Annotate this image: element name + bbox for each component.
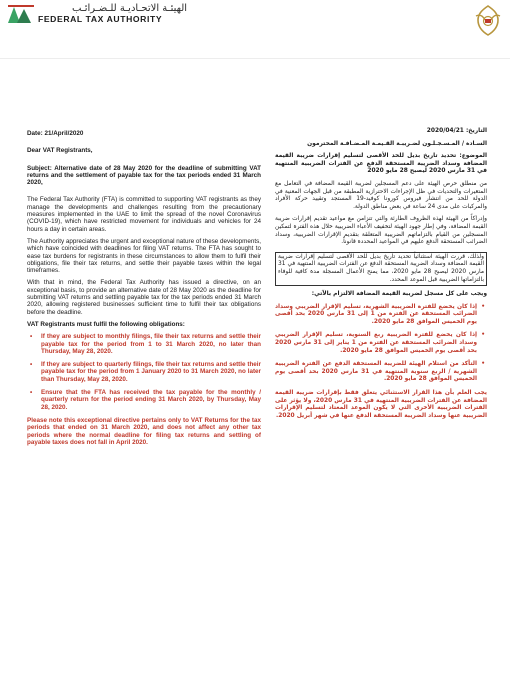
note-paragraph: Please note this exceptional directive pertains only to VAT Returns for the tax periods that ended on 31 March 2020, and does not affect any other tax periods where the normal deadline for filing tax returns and settling of payable taxes does not fall in April 2020. — [27, 416, 261, 446]
paragraph-appreciation-arabic: وإدراكاً من الهيئة لهذه الظروف الطارئة والتي تتزامن مع مواعيد تقديم إقرارات ضريبة القيمة المضافة، وفي إطار جهود الهيئة لتخفيف الأعباء الضريبية خلال هذه الفترة لتمكين المسجلين من القيام بالتزاماتهم الضريبية المتعلقة بتقديم الإقرارات الضريبية، وسداد الضرائب المستحقة الدفع عليهم في المواعيد المحددة قانوناً. — [275, 216, 487, 246]
letter-date: Date: 21/April/2020 — [27, 130, 84, 137]
paragraph-commitment: The Federal Tax Authority (FTA) is committed to supporting VAT registrants as they manage the developments and challenges resulting from the precautionary measures implemented in the UAE to limit the spread of the novel Coronavirus (COVID-19), which have restricted movement for individuals and vehicles for 24 hours a day in certain areas. — [27, 196, 261, 233]
obligations-heading-arabic: ويجب على كل مسجل لضريبة القيمة المضافة الالتزام بالآتي: — [311, 291, 487, 298]
letter-date-arabic: التاريخ: 2020/04/21 — [426, 128, 487, 134]
english-column — [27, 130, 261, 451]
paragraph-directive-arabic: ولذلك، قررت الهيئة استثنائياً تحديد تاريخ بديل للحد الأقصى لتسليم إقرارات ضريبة القيمة المضافة وسداد الضريبة المستحقة الدفع عن الفترات الضريبية المنتهية في 31 مارس 2020 ليصبح 28 مايو 2020، مما يمنح الأعمال المسجلة مدة كافية للوفاء بالتزاماتها الضريبية قبل الموعد المحدد. — [275, 252, 487, 286]
obligations-heading: VAT Registrants must fulfil the following obligations: — [27, 320, 185, 328]
subject-line-arabic: الموضوع: تحديد تاريخ بديل للحد الأقصى لتسليم إقرارات ضريبة القيمة المضافة وسداد الضريبة المستحقة الدفع عن الفترات الضريبية المنتهية في 31 مارس 2020 ليصبح 28 مايو 2020 — [275, 153, 487, 175]
uae-emblem-icon — [474, 4, 502, 38]
note-paragraph-arabic: يجب العلم بأن هذا القرار الاستثنائي يتعلق فقط بإقرارات ضريبة القيمة المضافة عن الفترات الضريبية المنتهية في 31 مارس 2020، ولا يؤثر على الفترات الضريبية الأخرى التي لا يكون الموعد المعتاد لتسليم الإقرارات الضريبية عنها وسداد الضريبة المستحقة الدفع عنها في شهر أبريل 2020. — [275, 390, 488, 419]
brand-name-english: FEDERAL TAX AUTHORITY — [38, 14, 163, 24]
paragraph-appreciation: The Authority appreciates the urgent and exceptional nature of these developments, which have coincided with deadlines for filing VAT returns. The FTA has sought to ease tax burdens for registrants in these circumstances to allow them to fulfil their obligations, file their tax returns, and settle their payable taxes within the legal timeframes. — [27, 237, 261, 275]
letterhead — [0, 0, 510, 58]
obligations-list — [27, 333, 261, 411]
arabic-column — [275, 128, 487, 425]
subject-line: Subject: Alternative date of 28 May 2020 for the deadline of submitting VAT returns and the settlement of payable tax for the tax periods ended 31 March 2020, — [27, 164, 261, 187]
brand-name-arabic: الهيئـة الاتحـاديـة للـضـرائـب — [72, 3, 188, 14]
paragraph-directive: With that in mind, the Federal Tax Authority has issued a directive, on an exceptional basis, to provide an alternative date of 28 May 2020 as the deadline for submitting VAT returns and settling payable tax for the tax periods ended 31 March 2020, allowing registered businesses sufficient time to fulfil their tax obligations before the deadline. — [27, 279, 261, 316]
obligation-quarterly-arabic: • إذا كان يخضع للفترة الضريبية ربع السنوية، تسليم الإقرار الضريبي وسداد الضرائب المستحقة عن الفترة من 1 يناير إلى 31 مارس 2020 بحد أقصى يوم الخميس الموافق 28 مايو 2020. — [275, 332, 487, 355]
obligations-list-arabic — [275, 304, 487, 384]
salutation: Dear VAT Registrants, — [27, 147, 93, 155]
header-divider — [0, 58, 510, 59]
obligation-monthly-arabic: • إذا كان يخضع للفترة الضريبية الشهرية، تسليم الإقرار الضريبي وسداد الضرائب المستحقة عن الفترة من 1 إلى 31 مارس 2020 بحد أقصى يوم الخميس الموافق 28 مايو 2020. — [275, 304, 487, 327]
obligation-monthly: • If they are subject to monthly filings, file their tax returns and settle their payable tax for the period from 1 to 31 March 2020, no later than Thursday, May 28, 2020. — [27, 333, 261, 355]
salutation-arabic: السـادة / المـسـجـلـون لضـريبـة القـيمـة المـضـافـة المحترمون — [307, 140, 487, 147]
paragraph-commitment-arabic: من منطلق حرص الهيئة على دعم المسجلين لضريبة القيمة المضافة في التعامل مع المتغيرات والتحديات في ظل الإجراءات الاحترازية المطبقة من قبل الجهات المعنية في الدولة للحد من انتشار فيروس كورونا كوفيد-19 المستجد وتقييد حركة الأفراد والمركبات على مدى 24 ساعة في بعض مناطق الدولة. — [275, 180, 488, 210]
obligation-quarterly: • If they are subject to quarterly filings, file their tax returns and settle their payable tax for the period from 1 January 2020 to 31 March 2020, no later than Thursday, May 28, 2020. — [27, 361, 261, 383]
obligation-payment-arabic: • التأكد من استلام الهيئة للضريبة المستحقة الدفع عن الفترة الضريبية الشهرية / الربع سنوية المنتهية في 31 مارس 2020 بحد أقصى يوم الخميس الموافق 28 مايو 2020. — [275, 361, 487, 384]
obligation-payment: • Ensure that the FTA has received the tax payable for the monthly / quarterly return for the period ending 31 March 2020, by Thursday, May 28, 2020. — [27, 389, 261, 411]
